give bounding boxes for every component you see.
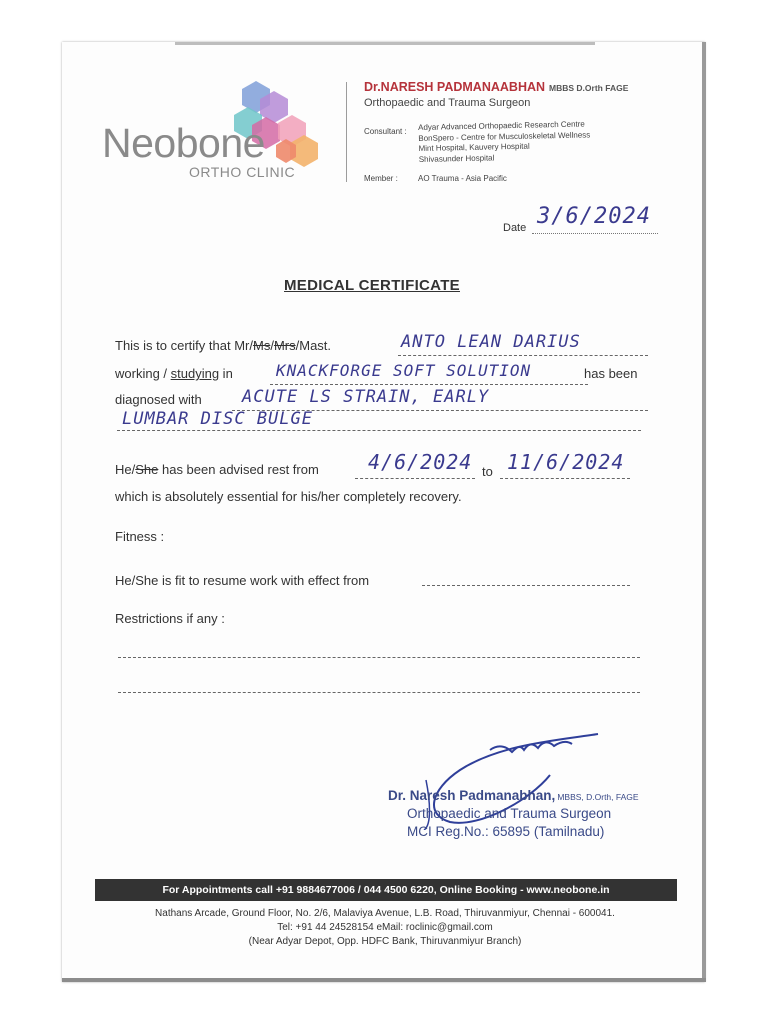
doctor-title: Orthopaedic and Trauma Surgeon (364, 97, 531, 109)
signatory-name-text: Dr. Naresh Padmanabhan, (388, 788, 556, 803)
restrictions-line-1 (118, 657, 640, 658)
fitness-label: Fitness : (115, 529, 165, 544)
rest-text: has been advised rest from (158, 462, 319, 477)
certify-slash: / (270, 338, 274, 353)
date-underline (532, 233, 658, 234)
consultant-label: Consultant : (364, 127, 407, 136)
certificate-title: MEDICAL CERTIFICATE (284, 277, 460, 294)
restrictions-label: Restrictions if any : (115, 611, 225, 626)
signatory-qualifications: MBBS, D.Orth, FAGE (557, 792, 639, 802)
signatory-registration: MCI Reg.No.: 65895 (Tamilnadu) (407, 824, 605, 839)
certify-line (115, 338, 331, 353)
member-value: AO Trauma - Asia Pacific (418, 174, 507, 183)
organisation-name: KNACKFORGE SOFT SOLUTION (276, 361, 532, 380)
fit-resume-text: He/She is fit to resume work with effect from (115, 573, 370, 588)
certificate-sheet (62, 42, 705, 982)
doctor-qualifications: MBBS D.Orth FAGE (549, 83, 629, 93)
doctor-name-text: Dr.NARESH PADMANAABHAN (364, 80, 546, 94)
brand-subtitle: ORTHO CLINIC (189, 164, 296, 180)
diagnosis-line-1: ACUTE LS STRAIN, EARLY (242, 387, 490, 407)
signatory-name (388, 788, 639, 803)
footer-landmark: (Near Adyar Depot, Opp. HDFC Bank, Thiruvanmiyur Branch) (248, 936, 522, 947)
sheet-right-edge (702, 42, 706, 982)
header-divider (346, 82, 347, 182)
footer-contact: Tel: +91 44 24528154 eMail: roclinic@gmail.com (277, 922, 493, 933)
sheet-bottom-edge (62, 978, 706, 982)
date-label: Date (503, 222, 527, 234)
certify-ms: Ms (252, 338, 271, 353)
working-in: in (219, 366, 233, 381)
consultant-line: Adyar Advanced Orthopaedic Research Centre (418, 119, 585, 132)
recovery-text: which is absolutely essential for his/her completely recovery. (115, 489, 462, 504)
diagnosis-line-2: LUMBAR DISC BULGE (122, 409, 313, 429)
signatory-title: Orthopaedic and Trauma Surgeon (407, 806, 612, 821)
rest-to-underline (500, 478, 630, 479)
name-underline (398, 355, 648, 356)
diagnosis-underline-2 (117, 430, 641, 431)
sheet-top-shadow (175, 42, 595, 45)
consultant-list (418, 119, 591, 165)
has-been-text: has been (584, 366, 638, 381)
rest-line (115, 462, 319, 477)
doctor-name (364, 80, 628, 94)
rest-to-label: to (482, 464, 493, 479)
footer-address: Nathans Arcade, Ground Floor, No. 2/6, Malaviya Avenue, L.B. Road, Thiruvanmiyur, Chennai - 600041. (155, 908, 615, 919)
date-value: 3/6/2024 (537, 204, 651, 229)
rest-she: She (135, 462, 159, 477)
rest-he: He/ (115, 462, 136, 477)
consultant-line: BonSpero - Centre for Musculoskeletal Wellness (418, 129, 591, 143)
certify-mast: /Mast. (295, 338, 332, 353)
rest-from-underline (355, 478, 475, 479)
restrictions-line-2 (118, 692, 640, 693)
consultant-line: Shivasunder Hospital (418, 152, 495, 164)
certify-prefix: This is to certify that Mr/ (115, 338, 253, 353)
member-label: Member : (364, 174, 398, 183)
consultant-line: Mint Hospital, Kauvery Hospital (418, 141, 530, 153)
organisation-underline (270, 384, 588, 385)
working-line (115, 366, 233, 381)
brand-wordmark: Neobone (102, 120, 265, 166)
appointments-bar: For Appointments call +91 9884677006 / 044 4500 6220, Online Booking - www.neobone.in (95, 879, 677, 901)
working-studying: studying (170, 366, 220, 381)
patient-name: ANTO LEAN DARIUS (401, 332, 581, 352)
diagnosed-label: diagnosed with (115, 392, 202, 407)
working-prefix: working / (115, 366, 171, 381)
rest-from-date: 4/6/2024 (368, 450, 473, 474)
rest-to-date: 11/6/2024 (507, 450, 625, 474)
fit-resume-underline (422, 585, 630, 586)
certify-mrs: Mrs (273, 338, 296, 353)
